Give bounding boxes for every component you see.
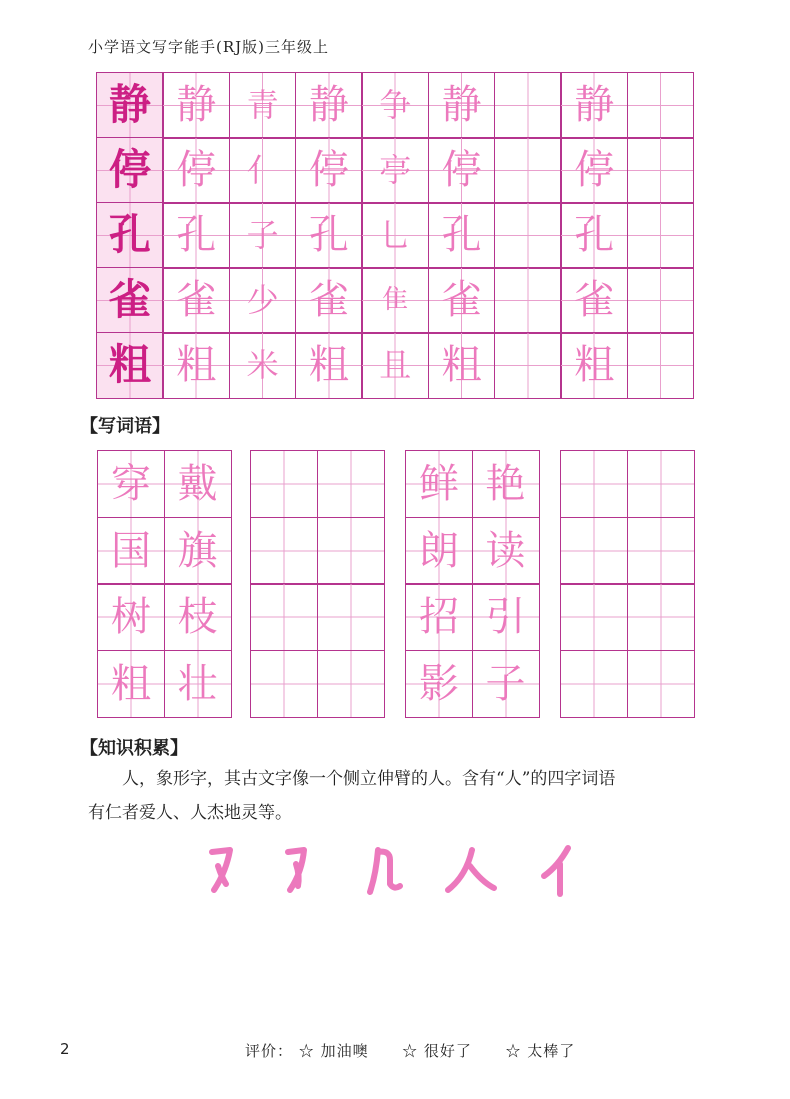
model-char-cell [96,267,164,334]
trace-char: 静 [176,82,217,129]
word-char: 招 [419,594,459,640]
model-char-cell [96,72,164,139]
word-cell [97,517,165,585]
practice-cell [428,72,496,139]
trace-char: 孔 [176,212,217,259]
component-char: 且 [379,346,412,385]
rating-very-good[interactable]: ☆ 很好了 [402,1042,472,1060]
practice-cell [428,332,496,399]
knowledge-line-2: 有仁者爱人、人杰地灵等。 [88,803,292,823]
trace-char: 孔 [308,212,349,259]
word-cell [405,517,473,585]
model-char: 雀 [108,275,151,325]
word-char: 戴 [177,461,218,507]
component-char: 青 [246,86,279,125]
word-cell [97,650,165,718]
seal-ren-icon [370,850,400,892]
model-char-cell [96,202,164,269]
practice-cell [162,137,230,204]
word-cell [472,650,540,718]
component-char: 乚 [379,216,412,255]
word-cell [405,450,473,518]
word-cell [250,650,318,718]
word-cell [164,450,232,518]
component-char: 隹 [382,285,409,316]
section-knowledge: 【知识积累】 [80,738,188,759]
trace-char: 停 [574,147,615,194]
evaluation-label: 评价： [245,1042,294,1060]
knowledge-line-1: 人，象形字，其古文字像一个侧立伸臂的人。含有“人”的四字词语 [122,769,616,789]
practice-cell [162,267,230,334]
word-cell [97,450,165,518]
practice-cell [295,332,363,399]
word-char: 枝 [177,594,218,640]
word-char: 读 [485,527,526,574]
word-char: 鲜 [419,461,459,507]
practice-cell [560,267,628,334]
practice-cell [627,72,695,139]
word-char: 朗 [419,527,459,574]
clerical-ren-icon [448,850,494,890]
bronze-ren-icon [288,850,304,890]
component-char: 子 [246,216,279,255]
practice-cell [428,267,496,334]
word-cell [317,583,385,651]
word-cell [164,650,232,718]
practice-cell [627,332,695,399]
model-char: 停 [108,145,151,195]
word-cell [627,583,695,651]
word-cell [250,583,318,651]
word-cell [472,517,540,585]
practice-cell [295,202,363,269]
component-char: 米 [246,346,279,385]
rating-excellent[interactable]: ☆ 太棒了 [505,1042,576,1060]
practice-cell [229,137,297,204]
word-block [97,450,230,716]
word-cell [405,650,473,718]
evaluation-footer [245,1040,575,1061]
practice-cell [361,202,429,269]
practice-cell [361,72,429,139]
practice-cell [295,267,363,334]
word-char: 旗 [177,527,218,574]
model-char-cell [96,332,164,399]
radical-ren-icon [544,848,568,894]
word-cell [560,450,628,518]
trace-char: 孔 [441,212,482,259]
word-cell [164,583,232,651]
model-char: 静 [108,80,151,130]
practice-cell [295,137,363,204]
word-cell [317,650,385,718]
model-char: 粗 [108,340,151,390]
practice-cell [560,202,628,269]
practice-cell [560,332,628,399]
word-cell [405,583,473,651]
book-header: 小学语文写字能手(RJ版)三年级上 [88,38,330,56]
word-block [405,450,538,716]
trace-char: 静 [441,82,482,129]
word-char: 穿 [111,461,151,507]
practice-cell [560,137,628,204]
practice-cell [229,267,297,334]
trace-char: 雀 [574,277,615,324]
practice-cell [494,202,562,269]
trace-char: 雀 [176,277,217,324]
practice-cell [494,137,562,204]
word-cell [317,450,385,518]
word-cell [472,583,540,651]
word-cell [472,450,540,518]
word-cell [560,517,628,585]
word-char: 国 [111,527,151,574]
practice-cell [361,137,429,204]
component-char: 少 [246,281,279,320]
component-char: 亭 [379,151,412,190]
practice-cell [162,202,230,269]
practice-cell [361,267,429,334]
word-cell [250,517,318,585]
trace-char: 孔 [574,212,615,259]
practice-cell [162,72,230,139]
trace-char: 停 [176,147,217,194]
practice-cell [162,332,230,399]
trace-char: 静 [308,82,349,129]
component-char: 亻 [246,151,279,190]
word-cell [627,450,695,518]
word-cell [627,650,695,718]
word-char: 子 [485,660,526,707]
trace-char: 雀 [441,277,482,324]
practice-cell [627,267,695,334]
word-block [250,450,383,716]
practice-cell [229,202,297,269]
practice-cell [560,72,628,139]
trace-char: 静 [574,82,615,129]
practice-cell [494,332,562,399]
word-char: 粗 [111,660,151,707]
ren-evolution-glyphs [200,838,600,902]
practice-cell [229,72,297,139]
trace-char: 粗 [574,342,615,389]
trace-char: 粗 [176,342,217,389]
oracle-ren-icon [212,850,230,890]
word-char: 影 [419,660,459,707]
word-char: 壮 [177,660,218,707]
practice-cell [627,137,695,204]
trace-char: 停 [441,147,482,194]
word-cell [627,517,695,585]
component-char: 争 [379,86,412,125]
word-cell [317,517,385,585]
trace-char: 停 [308,147,349,194]
page-number: 2 [60,1040,70,1058]
word-char: 艳 [485,461,526,507]
practice-cell [295,72,363,139]
word-block [560,450,693,716]
model-char: 孔 [108,210,151,260]
practice-cell [428,202,496,269]
section-write-words: 【写词语】 [80,416,170,437]
word-cell [250,450,318,518]
practice-cell [428,137,496,204]
practice-cell [494,72,562,139]
trace-char: 粗 [308,342,349,389]
practice-cell [627,202,695,269]
word-char: 树 [111,594,151,640]
practice-cell [229,332,297,399]
word-cell [560,650,628,718]
practice-grid [96,72,693,397]
word-cell [97,583,165,651]
trace-char: 粗 [441,342,482,389]
practice-cell [494,267,562,334]
practice-cell [361,332,429,399]
word-cell [560,583,628,651]
word-cell [164,517,232,585]
rating-keep-going[interactable]: ☆ 加油噢 [298,1042,369,1060]
model-char-cell [96,137,164,204]
trace-char: 雀 [308,277,349,324]
word-char: 引 [485,594,526,640]
